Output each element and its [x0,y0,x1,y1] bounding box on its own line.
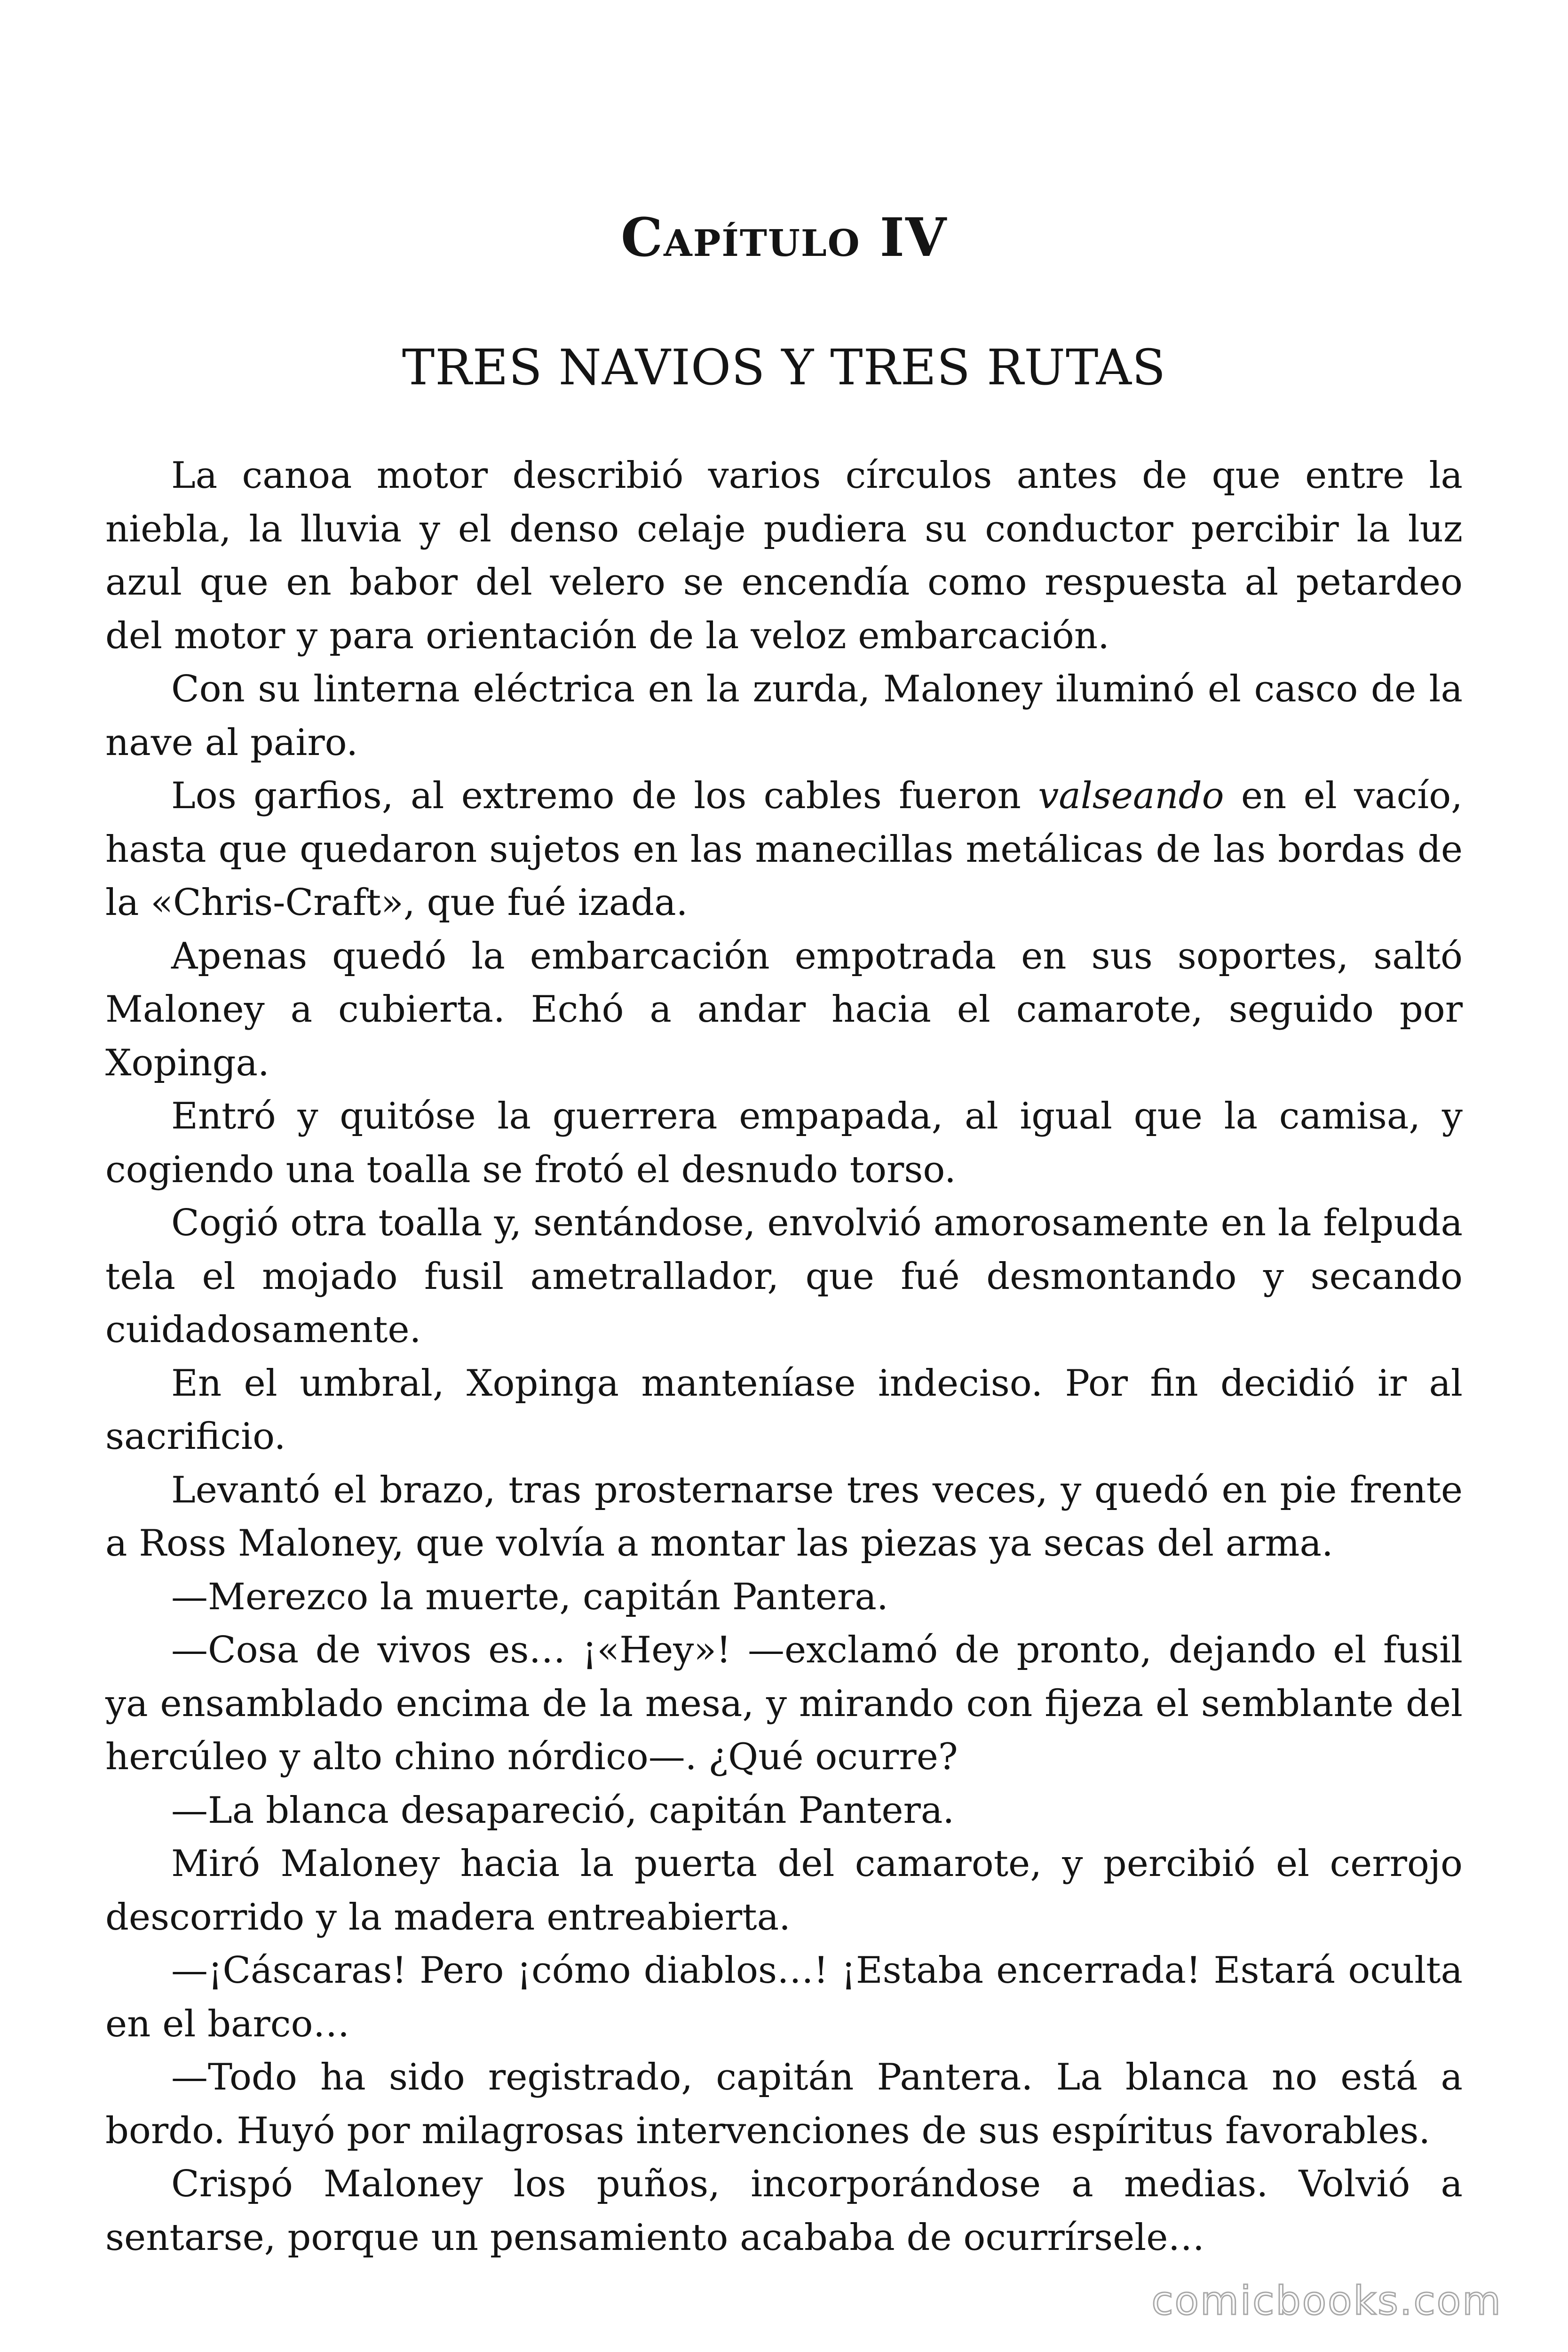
chapter-body [105,449,1463,2265]
watermark: comicbooks.com [1151,2278,1502,2324]
paragraph: Con su linterna eléctrica en la zurda, Maloney iluminó el casco de la nave al pairo. [105,668,1463,764]
paragraph: Apenas quedó la embarcación empotrada en sus soportes, saltó Maloney a cubierta. Echó a andar hacia el camarote, seguido por Xopinga. [105,935,1463,1084]
dialogue-paragraph: —La blanca desapareció, capitán Pantera. [171,1789,955,1832]
paragraph: Cogió otra toalla y, sentándose, envolvió amorosamente en la felpuda tela el mojado fusil ametrallador, que fué desmontando y secando cuidadosamente. [105,1202,1463,1351]
chapter-title: TRES NAVIOS Y TRES RUTAS [402,339,1166,396]
paragraph: En el umbral, Xopinga manteníase indeciso. Por fin decidió ir al sacrificio. [105,1362,1463,1458]
paragraph-text: Los garfios, al extremo de los cables fueron [171,775,1038,817]
paragraph: Levantó el brazo, tras prosternarse tres veces, y quedó en pie frente a Ross Maloney, que volvía a montar las piezas ya secas del arma. [105,1469,1463,1565]
dialogue-paragraph: —Merezco la muerte, capitán Pantera. [171,1575,888,1618]
dialogue-paragraph: —Todo ha sido registrado, capitán Pantera. La blanca no está a bordo. Huyó por milagrosas intervenciones de sus espíritus favorables. [105,2056,1463,2152]
paragraph: Entró y quitóse la guerrera empapada, al igual que la camisa, y cogiendo una toalla se frotó el desnudo torso. [105,1095,1463,1191]
paragraph: La canoa motor describió varios círculos antes de que entre la niebla, la lluvia y el denso celaje pudiera su conductor percibir la luz azul que en babor del velero se encendía como respuesta al petardeo del motor y para orientación de la veloz embarcación. [105,454,1463,657]
chapter-heading: Capítulo IV [621,207,947,269]
paragraph-text: en el vacío, hasta que quedaron sujetos en las manecillas metálicas de las bordas de la «Chris-Craft», que fué izada. [105,775,1463,924]
paragraph: Crispó Maloney los puños, incorporándose a medias. Volvió a sentarse, porque un pensamiento acababa de ocurrírsele… [105,2163,1463,2259]
dialogue-paragraph: —Cosa de vivos es… ¡«Hey»! —exclamó de pronto, dejando el fusil ya ensamblado encima de la mesa, y mirando con fijeza el semblante del hercúleo y alto chino nórdico—. ¿Qué ocurre? [105,1629,1463,1778]
paragraph: Miró Maloney hacia la puerta del camarote, y percibió el cerrojo descorrido y la madera entreabierta. [105,1843,1463,1939]
italic-word: valseando [1038,775,1224,817]
dialogue-paragraph: —¡Cáscaras! Pero ¡cómo diablos…! ¡Estaba encerrada! Estará oculta en el barco… [105,1949,1463,2045]
paragraph [105,770,1463,930]
